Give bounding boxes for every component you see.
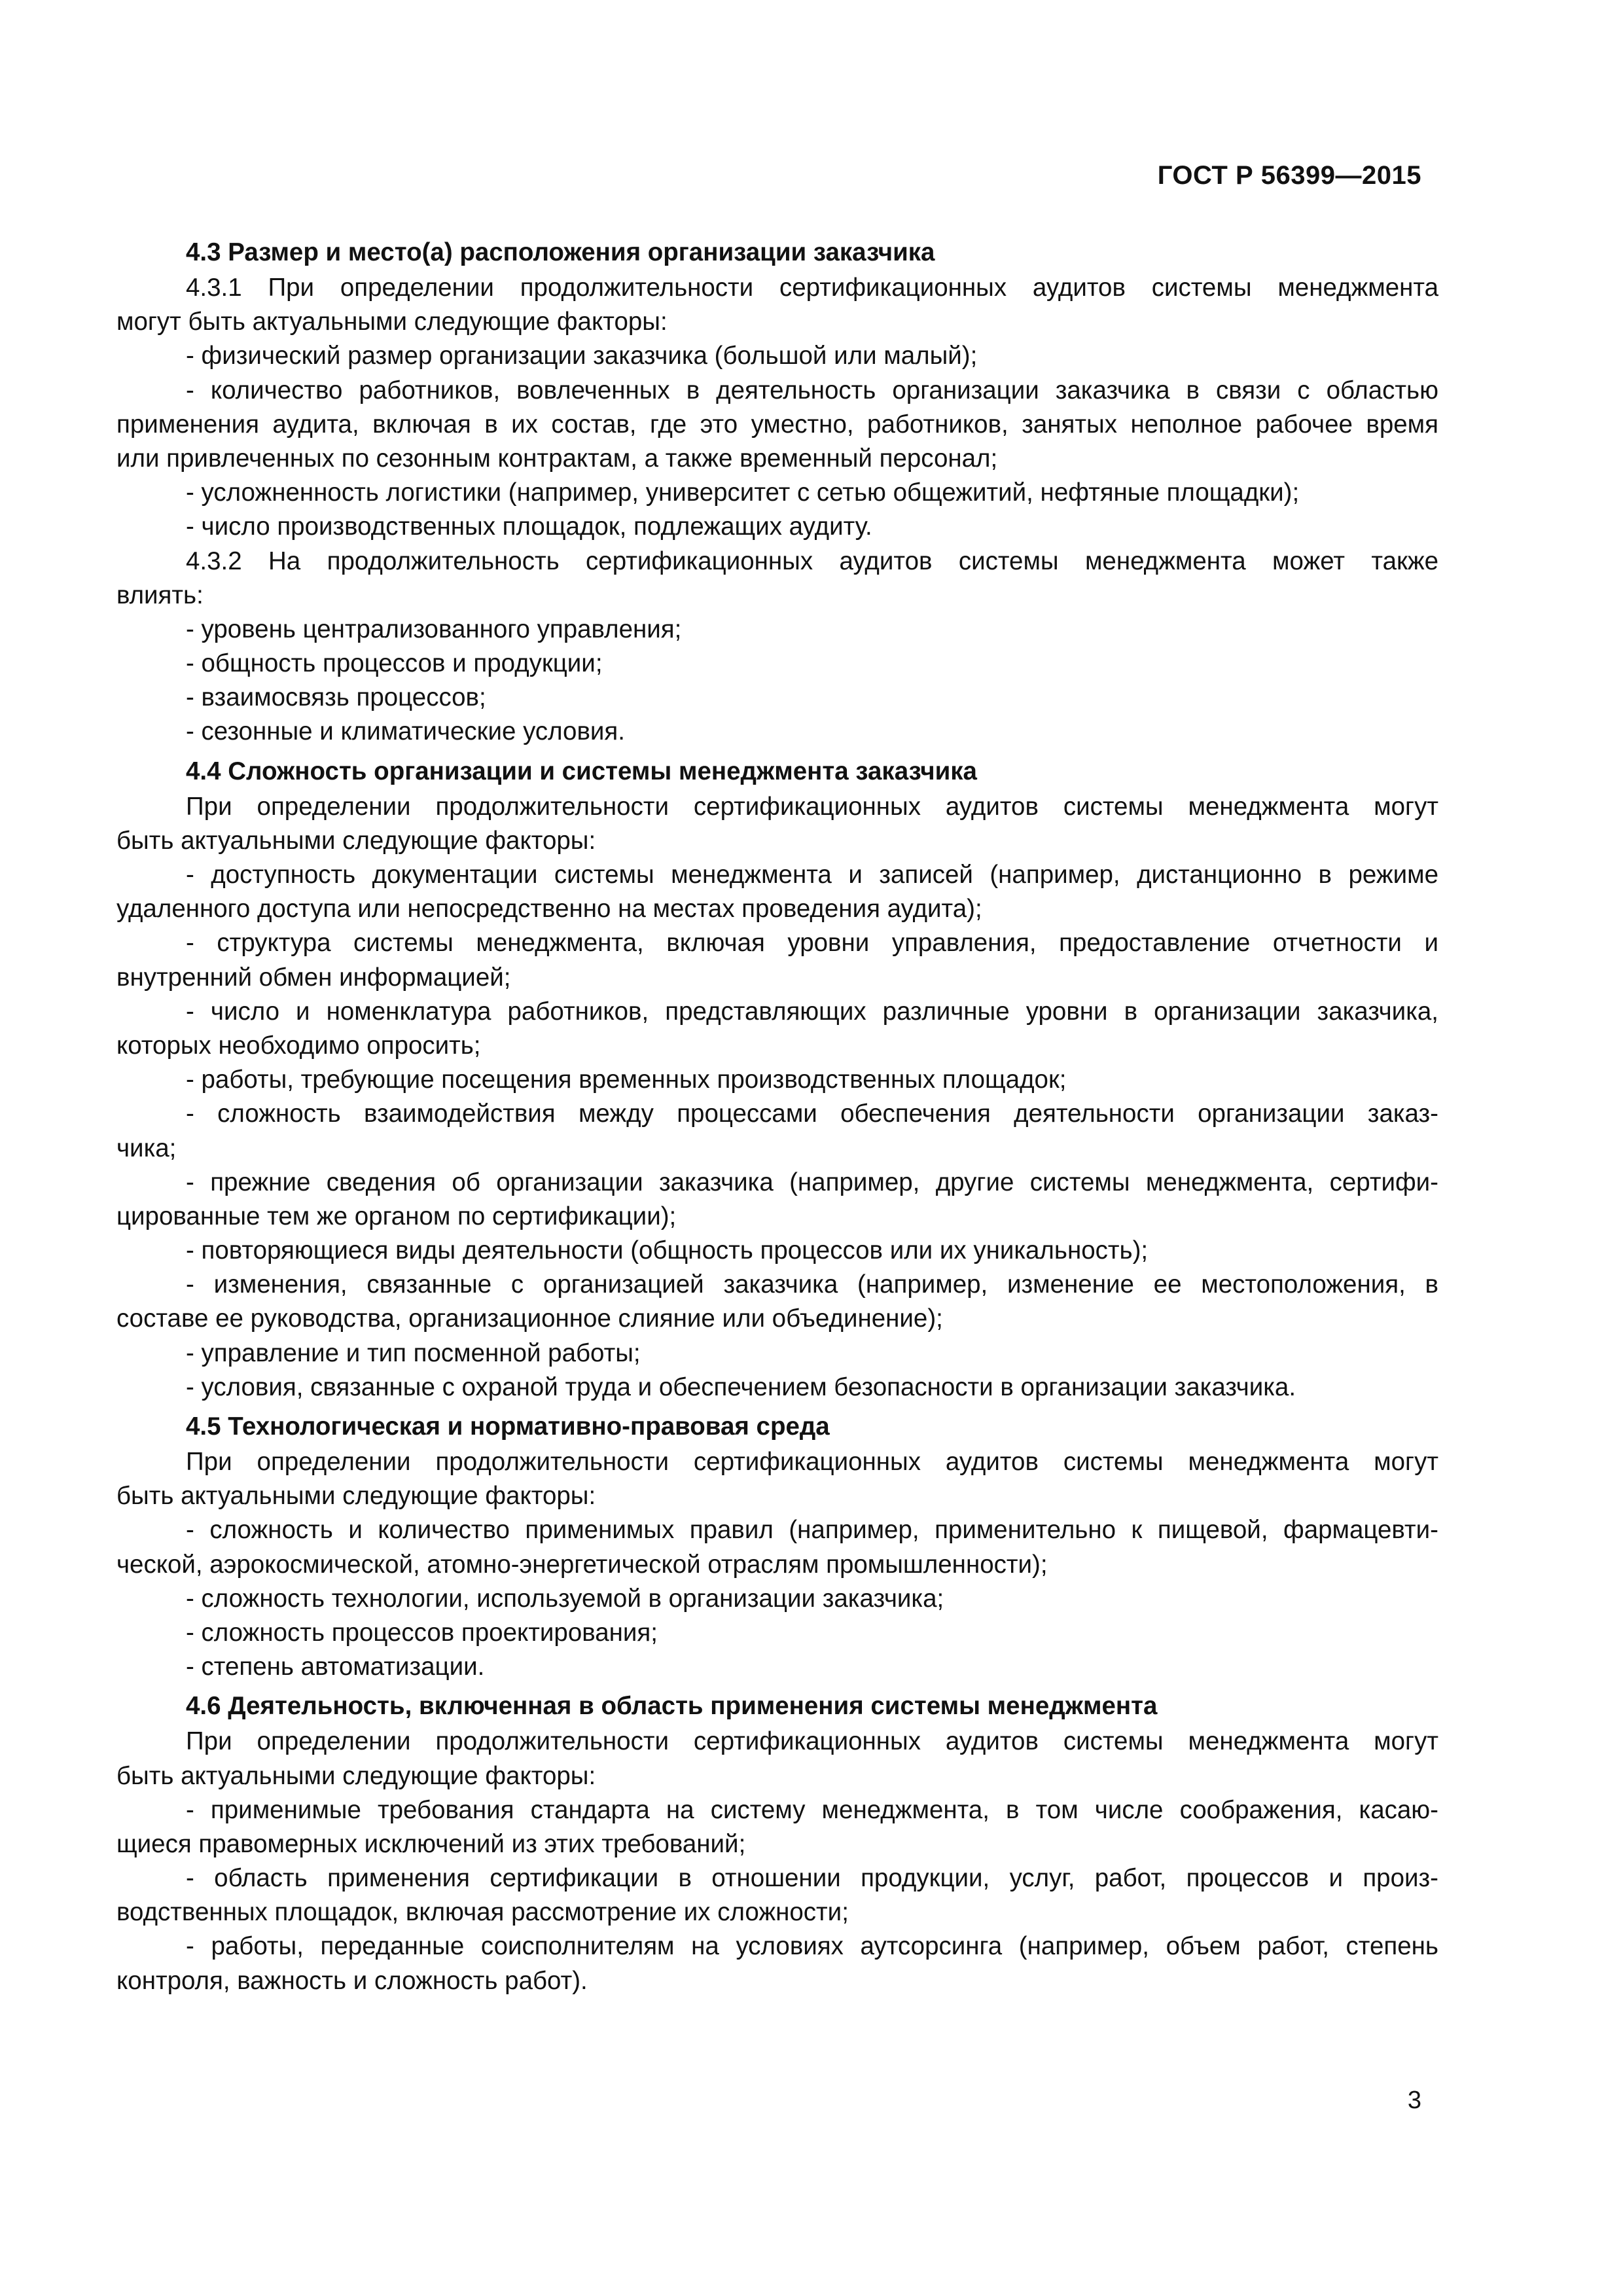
text-line: удаленного доступа или непосредственно на местах проведения аудита); [116,895,982,924]
text-line: быть актуальными следующие факторы: [116,1482,596,1511]
text-line: - область применения сертификации в отношении продукции, услуг, работ, процессов и произ- [186,1864,1438,1893]
text-line: - сложность процессов проектирования; [186,1618,658,1647]
text-line: - сезонные и климатические условия. [186,717,625,746]
text-line: - усложненность логистики (например, университет с сетью общежитий, нефтяные площадки); [186,478,1300,507]
text-line: - общность процессов и продукции; [186,649,603,678]
text-line: контроля, важность и сложность работ). [116,1966,588,1995]
text-line: - работы, переданные соисполнителям на условиях аутсорсинга (например, объем работ, степень [186,1932,1438,1961]
text-line: - управление и тип посменной работы; [186,1338,641,1367]
text-line: - изменения, связанные с организацией заказчика (например, изменение ее местоположения, в [186,1270,1438,1299]
text-line: - число производственных площадок, подлежащих аудиту. [186,512,872,541]
text-line: - уровень централизованного управления; [186,615,682,643]
text-line: составе ее руководства, организационное слияние или объединение); [116,1304,943,1333]
text-line: - сложность и количество применимых правил (например, применительно к пищевой, фармацевти- [186,1516,1438,1545]
text-line: - условия, связанные с охраной труда и обеспечением безопасности в организации заказчика. [186,1372,1296,1401]
text-line: При определении продолжительности сертификационных аудитов системы менеджмента могут [186,1448,1438,1476]
text-line: - сложность взаимодействия между процессами обеспечения деятельности организации заказ- [186,1100,1438,1128]
section-heading: 4.6 Деятельность, включенная в область применения системы менеджмента [186,1692,1158,1721]
text-line: При определении продолжительности сертификационных аудитов системы менеджмента могут [186,1727,1438,1756]
text-line: - количество работников, вовлеченных в деятельность организации заказчика в связи с областью [186,376,1438,404]
text-line: - прежние сведения об организации заказчика (например, другие системы менеджмента, сертифи- [186,1168,1438,1196]
text-line: - применимые требования стандарта на систему менеджмента, в том числе соображения, касаю- [186,1795,1438,1824]
text-line: которых необходимо опросить; [116,1031,481,1060]
document-header: ГОСТ Р 56399—2015 [1157,161,1421,190]
text-line: При определении продолжительности сертификационных аудитов системы менеджмента могут [186,792,1438,821]
text-line: влиять: [116,581,204,609]
text-line: ческой, аэрокосмической, атомно-энергетической отраслям промышленности); [116,1550,1048,1579]
text-line: - сложность технологии, используемой в организации заказчика; [186,1584,944,1613]
text-line: водственных площадок, включая рассмотрение их сложности; [116,1898,849,1927]
text-line: могут быть актуальными следующие факторы: [116,308,668,336]
text-line: - число и номенклатура работников, представляющих различные уровни в организации заказчика, [186,997,1438,1026]
section-heading: 4.5 Технологическая и нормативно-правовая среда [186,1412,830,1441]
text-line: - физический размер организации заказчика (большой или малый); [186,342,978,370]
text-line: 4.3.1 При определении продолжительности сертификационных аудитов системы менеджмента [186,274,1438,302]
section-heading: 4.4 Сложность организации и системы менеджмента заказчика [186,757,977,785]
text-line: - степень автоматизации. [186,1653,485,1681]
document-body [116,230,1438,1998]
page-number: 3 [1407,2087,1421,2114]
text-line: - взаимосвязь процессов; [186,683,486,712]
section-heading: 4.3 Размер и место(а) расположения организации заказчика [186,238,935,266]
text-line: - доступность документации системы менеджмента и записей (например, дистанционно в режиме [186,861,1438,889]
text-line: цированные тем же органом по сертификации); [116,1202,677,1230]
text-line: чика; [116,1134,177,1162]
text-line: внутренний обмен информацией; [116,963,511,992]
text-line: - работы, требующие посещения временных производственных площадок; [186,1066,1067,1094]
text-line: - повторяющиеся виды деятельности (общность процессов или их уникальность); [186,1236,1149,1265]
text-line: или привлеченных по сезонным контрактам, а также временный персонал; [116,444,998,473]
text-line: щиеся правомерных исключений из этих требований; [116,1829,746,1858]
text-line: быть актуальными следующие факторы: [116,1761,596,1790]
text-line: 4.3.2 На продолжительность сертификационных аудитов системы менеджмента может также [186,547,1438,575]
text-line: применения аудита, включая в их состав, где это уместно, работников, занятых неполное рабочее время [116,410,1438,439]
text-line: - структура системы менеджмента, включая уровни управления, предоставление отчетности и [186,929,1438,958]
text-line: быть актуальными следующие факторы: [116,826,596,855]
